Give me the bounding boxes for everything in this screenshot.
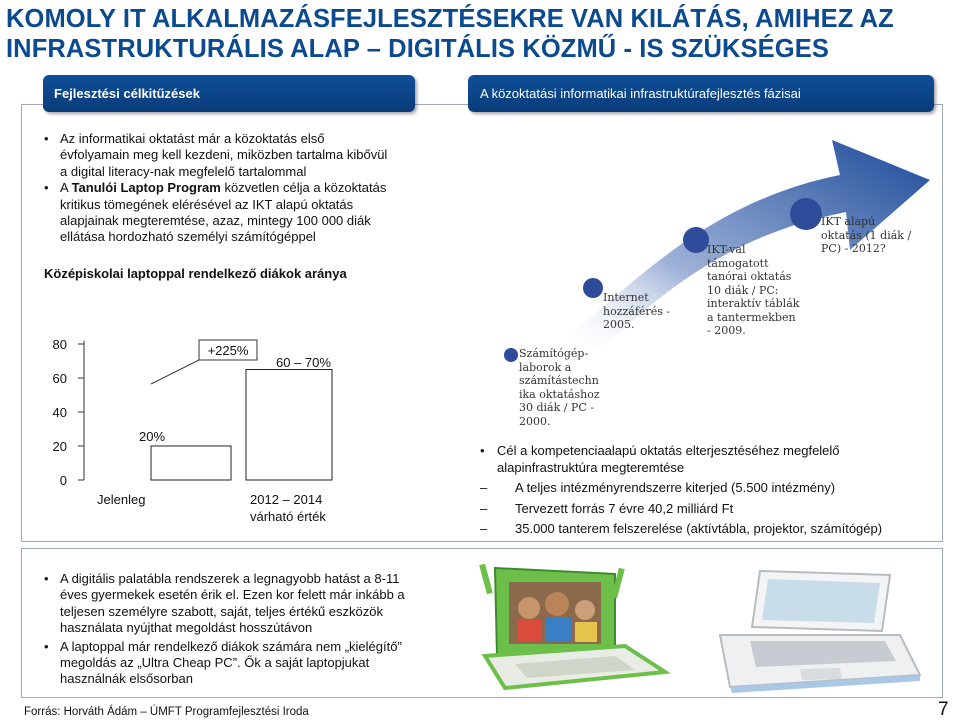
source-note: Forrás: Horváth Ádám – ÚMFT Programfejlesztési Iroda <box>24 706 309 718</box>
bottom-bullet-list <box>44 571 412 688</box>
phase-label-line: Internet <box>603 291 649 304</box>
phase-label-line: számítástechn <box>519 374 599 387</box>
data-label-2: 60 – 70% <box>276 355 331 370</box>
phase-label-line: támogatott <box>707 256 769 270</box>
y-tick-label: 80 <box>52 337 67 352</box>
phase-label-line: 30 diák / PC - <box>519 401 595 414</box>
goal-bullet-2: • A Tanulói Laptop Program közvetlen célja a közoktatás kritikus tömegének elérésével az IKT alapú oktatás alapjainak megteremtése, azaz, mintegy 100 000 diák ellátása hordozható személyi számítógéppel <box>44 180 396 246</box>
phase-label-line: tanórai oktatás <box>707 270 792 283</box>
chart-heading: Középiskolai laptoppal rendelkező diákok aránya <box>44 266 347 281</box>
phase-label-line: a tantermekben <box>707 310 796 324</box>
right-sub-bullet-3: – 35.000 tanterem felszerelése (aktívtábla, projektor, számítógép) <box>480 520 935 537</box>
phase-label-line: oktatás (1 diák / <box>821 228 912 242</box>
phase-dot-1 <box>504 348 518 362</box>
program-name-bold: Tanulói Laptop Program <box>71 180 221 196</box>
phase-label-line: IKT alapú <box>821 215 876 228</box>
page-number: 7 <box>938 699 949 720</box>
phase-dot-3 <box>683 227 709 253</box>
phase-label-2 <box>603 291 693 332</box>
right-sub-bullet-2: – Tervezett forrás 7 évre 40,2 milliárd Ft <box>480 500 935 517</box>
phase-label-line: 10 diák / PC: <box>707 283 779 297</box>
category-label-1: Jelenleg <box>97 492 146 507</box>
page-title-line-1: KOMOLY IT ALKALMAZÁSFEJLESZTÉSEKRE VAN KILÁTÁS, AMIHEZ AZ <box>6 5 894 33</box>
infrastructure-phases-header: A közoktatási informatikai infrastruktúrafejlesztés fázisai <box>468 75 934 112</box>
phase-label-line: hozzáférés - <box>603 304 671 318</box>
right-bullet-list <box>480 442 935 541</box>
bottom-bullet-2: • A laptoppal már rendelkező diákok számára nem „kielégítő” megoldás az „Ultra Cheap PC”. Ők a saját laptopjukat használnák elsősorban <box>44 639 412 688</box>
phase-label-4 <box>821 215 931 256</box>
y-tick-label: 0 <box>59 473 67 488</box>
category-label-2-line-2: várható érték <box>250 509 326 524</box>
phase-label-line: 2005. <box>603 318 635 331</box>
phase-label-line: - 2009. <box>707 324 746 337</box>
page-title-line-2: INFRASTRUKTURÁLIS ALAP – DIGITÁLIS KÖZMŰ - IS SZÜKSÉGES <box>6 35 829 63</box>
category-label-2: 2012 – 2014 <box>250 492 323 507</box>
phase-dot-2 <box>583 278 603 298</box>
y-tick-label: 40 <box>52 405 67 420</box>
y-tick-label: 20 <box>52 439 67 454</box>
phase-label-line: ika oktatáshoz <box>519 387 600 401</box>
phase-label-line: 2000. <box>519 414 551 428</box>
right-main-bullet: • Cél a kompetenciaalapú oktatás elterjesztéséhez megfelelő alapinfrastruktúra megteremtése <box>480 442 935 476</box>
growth-annotation: +225% <box>207 343 249 358</box>
right-sub-bullet-1: – A teljes intézményrendszerre kiterjed (5.500 intézmény) <box>480 479 935 496</box>
phase-dot-4 <box>790 198 822 230</box>
bottom-bullet-1: • A digitális palatábla rendszerek a legnagyobb hatást a 8-11 éves gyermekek esetén érik el. Ezen kor felett már inkább a teljesen személyre szabott, saját, teljes értékű eszközök használata nyújthat megoldást hosszútávon <box>44 571 412 637</box>
phase-label-line: IKT-val <box>707 243 746 256</box>
xo-laptop-photo <box>465 560 675 695</box>
phase-label-1 <box>519 347 609 428</box>
goal-bullet-1: • Az informatikai oktatást már a közoktatás első évfolyamain meg kell kezdeni, miközben tartalma kibővül a digital literacy-nak megfelelő tartalommal <box>44 131 396 180</box>
phase-label-3 <box>707 243 802 338</box>
development-goals-header: Fejlesztési célkitűzések <box>43 75 415 112</box>
phase-label-line: interaktív táblák <box>707 297 800 310</box>
phase-label-line: Számítógép- <box>519 347 589 360</box>
phase-label-line: laborok a <box>519 360 572 374</box>
data-label-1: 20% <box>139 429 166 444</box>
y-tick-label: 60 <box>52 371 67 386</box>
netbook-photo <box>690 565 930 695</box>
phase-label-line: PC) - 2012? <box>821 242 886 255</box>
